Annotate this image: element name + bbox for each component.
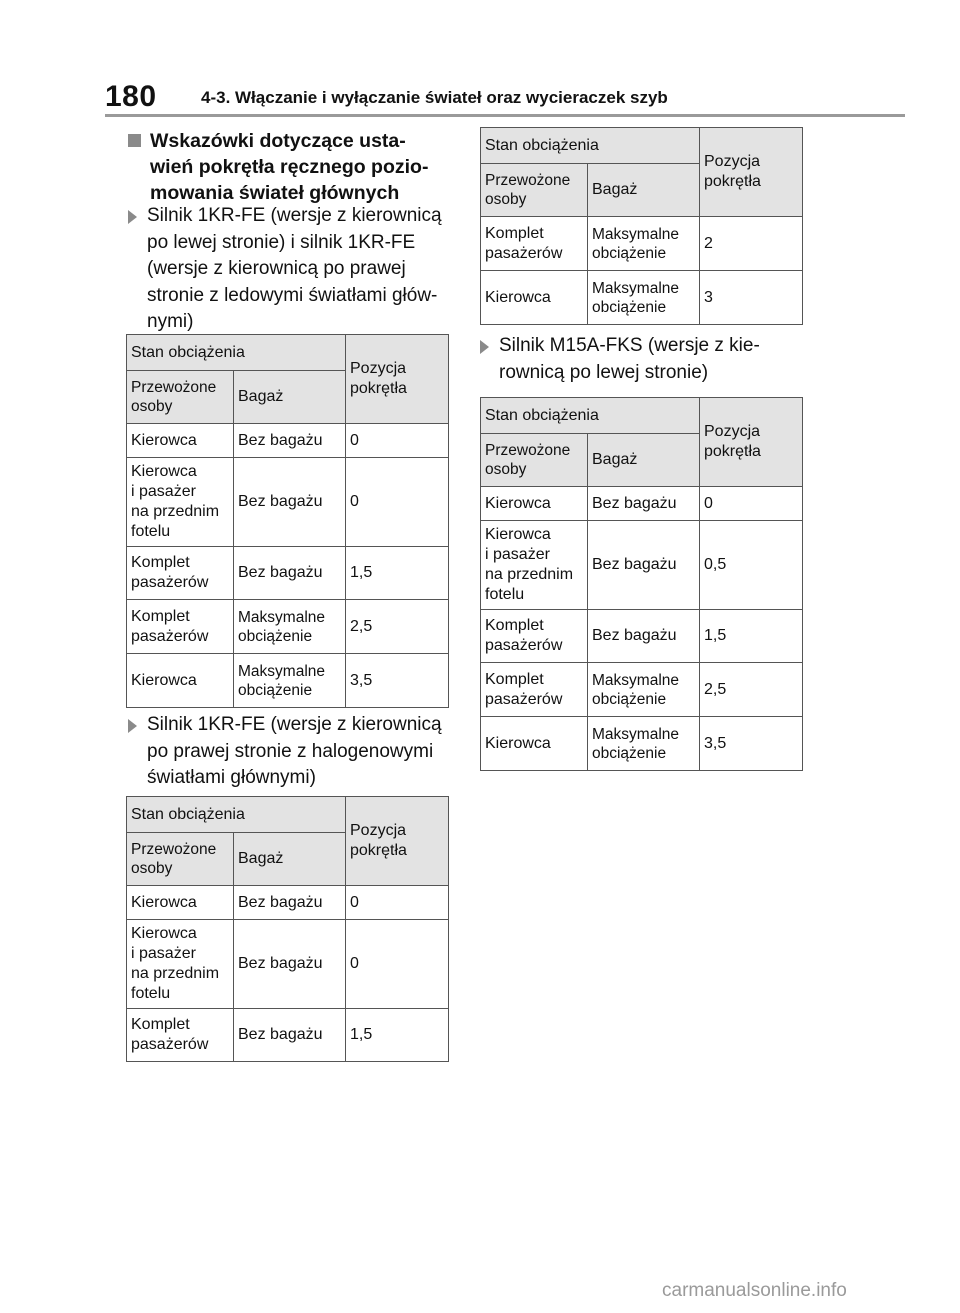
knob-position-header: Pozycja pokrętła <box>346 335 449 424</box>
triangle-bullet-icon <box>128 210 137 224</box>
triangle-bullet-icon <box>128 719 137 733</box>
knob-position-value: 1,5 <box>700 610 803 663</box>
bullet-engine-1kr-fe-rhd: Silnik 1KR-FE (wersje z kierownicą po prawej stronie z halogenowymi światłami głównymi) <box>128 712 463 792</box>
table-row: Kierowca i pasażer na przednim fotelu Bez bagażu 0 <box>127 920 449 1009</box>
section-heading <box>128 128 458 206</box>
knob-position-header: Pozycja pokrętła <box>346 797 449 886</box>
load-state-header: Stan obciążenia <box>127 797 346 833</box>
luggage-header: Bagaż <box>588 164 700 217</box>
passengers-header: Przewożone osoby <box>481 434 588 487</box>
table-row: Komplet pasażerów Bez bagażu 1,5 <box>481 610 803 663</box>
table-row: Komplet pasażerów Bez bagażu 1,5 <box>127 547 449 600</box>
table-row: Kierowca Bez bagażu 0 <box>481 487 803 521</box>
knob-position-value: 0 <box>346 424 449 458</box>
table-row: Kierowca i pasażer na przednim fotelu Bez bagażu 0 <box>127 458 449 547</box>
load-state-header: Stan obciążenia <box>481 398 700 434</box>
luggage-header: Bagaż <box>234 833 346 886</box>
load-table-3 <box>480 127 803 325</box>
knob-position-value: 0 <box>346 458 449 547</box>
knob-position-value: 0 <box>346 920 449 1009</box>
knob-position-value: 1,5 <box>346 547 449 600</box>
load-table-1 <box>126 334 449 708</box>
table-row: Kierowca Maksymalne obciążenie 3,5 <box>127 654 449 708</box>
bullet-engine-1kr-fe-lhd: Silnik 1KR-FE (wersje z kierownicą po lewej stronie) i silnik 1KR-FE (wersje z kierownicą po prawej stronie z ledowymi światłami głów- nymi) <box>128 203 463 336</box>
knob-position-value: 2 <box>700 217 803 271</box>
load-state-header: Stan obciążenia <box>481 128 700 164</box>
table-row: Komplet pasażerów Maksymalne obciążenie 2,5 <box>481 663 803 717</box>
knob-position-value: 0 <box>700 487 803 521</box>
luggage-header: Bagaż <box>588 434 700 487</box>
chapter-title: 4-3. Włączanie i wyłączanie świateł oraz wycieraczek szyb <box>201 88 668 107</box>
table-row: Kierowca Bez bagażu 0 <box>127 424 449 458</box>
knob-position-value: 1,5 <box>346 1009 449 1062</box>
knob-position-value: 2,5 <box>700 663 803 717</box>
triangle-bullet-icon <box>480 340 489 354</box>
knob-position-value: 0,5 <box>700 521 803 610</box>
table-row: Kierowca Bez bagażu 0 <box>127 886 449 920</box>
knob-position-value: 3,5 <box>700 717 803 771</box>
knob-position-value: 2,5 <box>346 600 449 654</box>
passengers-header: Przewożone osoby <box>481 164 588 217</box>
bullet-engine-m15a-fks: Silnik M15A-FKS (wersje z kie- rownicą po lewej stronie) <box>480 333 810 386</box>
knob-position-value: 3 <box>700 271 803 325</box>
watermark: carmanualsonline.info <box>662 1280 847 1301</box>
table-row: Komplet pasażerów Maksymalne obciążenie 2 <box>481 217 803 271</box>
square-bullet-icon <box>128 134 141 147</box>
knob-position-header: Pozycja pokrętła <box>700 398 803 487</box>
page-header <box>105 74 905 118</box>
knob-position-value: 0 <box>346 886 449 920</box>
table-row: Kierowca Maksymalne obciążenie 3,5 <box>481 717 803 771</box>
passengers-header: Przewożone osoby <box>127 833 234 886</box>
knob-position-header: Pozycja pokrętła <box>700 128 803 217</box>
load-table-4 <box>480 397 803 771</box>
luggage-header: Bagaż <box>234 371 346 424</box>
section-heading-text: Wskazówki dotyczące usta- wień pokrętła ręcznego pozio- mowania świateł głównych <box>150 130 429 204</box>
table-row: Kierowca Maksymalne obciążenie 3 <box>481 271 803 325</box>
header-rule <box>105 114 905 117</box>
load-state-header: Stan obciążenia <box>127 335 346 371</box>
passengers-header: Przewożone osoby <box>127 371 234 424</box>
table-row: Komplet pasażerów Maksymalne obciążenie 2,5 <box>127 600 449 654</box>
table-row: Kierowca i pasażer na przednim fotelu Bez bagażu 0,5 <box>481 521 803 610</box>
page-number: 180 <box>105 80 157 113</box>
table-row: Komplet pasażerów Bez bagażu 1,5 <box>127 1009 449 1062</box>
load-table-2 <box>126 796 449 1062</box>
knob-position-value: 3,5 <box>346 654 449 708</box>
